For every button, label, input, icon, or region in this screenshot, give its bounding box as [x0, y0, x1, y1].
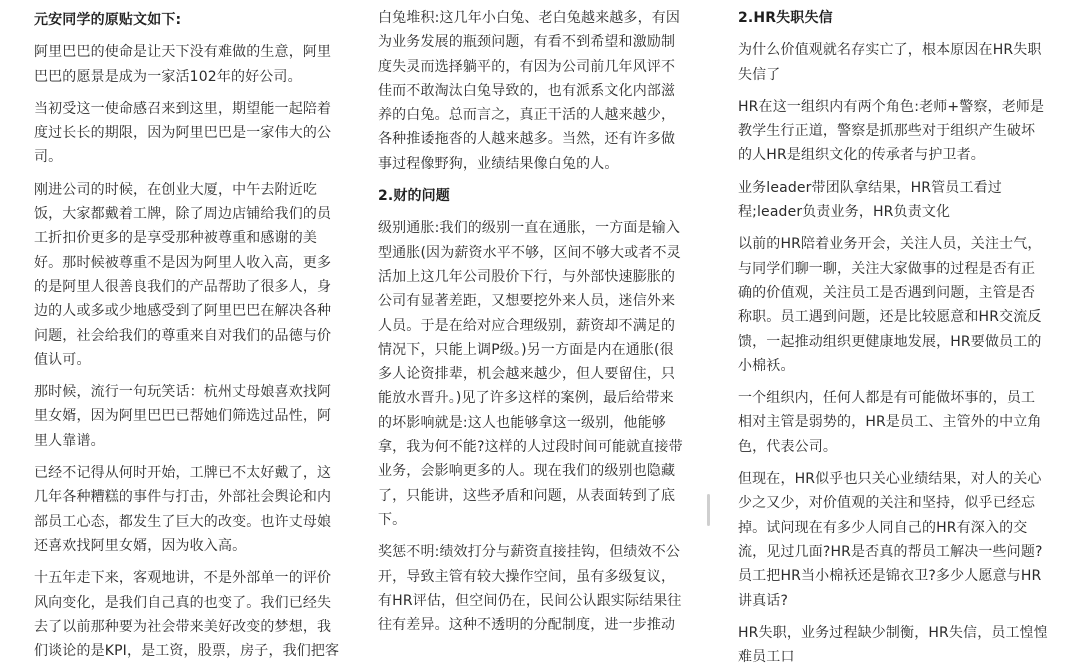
text-line: 里人靠谱。 [34, 432, 105, 449]
text-line: 人员。于是在给对应合理级别，薪资却不满足的 [378, 317, 676, 334]
text-line: 那时候，流行一句玩笑话：杭州丈母娘喜欢找阿 [34, 384, 332, 401]
paragraph [34, 461, 344, 558]
text-line: 养的白兔。总而言之，真正干活的人越来越少， [378, 107, 676, 124]
text-line: 奖惩不明:绩效打分与薪资直接挂钩，但绩效不公 [378, 544, 681, 561]
text-line: 佳而不敢淘汰白兔导致的，也有派系文化内部滋 [378, 82, 676, 99]
text-line: 阿里巴巴的使命是让天下没有难做的生意，阿里 [34, 44, 332, 61]
text-line: 少之又少，对价值观的关注和坚持，似乎已经忘 [738, 495, 1036, 512]
text-line: 为什么价值观就名存实亡了，根本原因在HR失职 [738, 42, 1042, 59]
text-line: 巴巴的愿景是成为一家活102年的好公司。 [34, 68, 302, 85]
paragraph [34, 178, 344, 372]
text-line: 白兔堆积:这几年小白兔、老白兔越来越多，有因 [378, 10, 681, 26]
text-column-right [738, 6, 1050, 666]
paragraph [378, 216, 692, 532]
text-line: 程;leader负责业务，HR负责文化 [738, 204, 951, 221]
text-line: 型通胀(因为薪资水平不够，区间不够大或者不灵 [378, 244, 681, 261]
paragraph [34, 40, 344, 89]
text-line: 馈，一起推动组织更健康地发展，HR要做员工的 [738, 333, 1042, 350]
text-line: 元安同学的原贴文如下: [34, 12, 182, 28]
text-line: 讲真话? [738, 592, 789, 609]
text-line: 2.财的问题 [378, 188, 450, 205]
paragraph [738, 232, 1050, 378]
text-line: 司。 [34, 149, 63, 166]
text-line: 度过长长的期限，因为阿里巴巴是一家伟大的公 [34, 125, 332, 142]
text-line: 往有差异。这种不透明的分配制度，进一步推动 [378, 617, 676, 634]
text-line: 的人HR是组织文化的传承者与护卫者。 [738, 147, 985, 164]
text-line: 当初受这一使命感召来到这里，期望能一起陪着 [34, 100, 332, 117]
text-column-left [34, 8, 344, 660]
text-line: 色，代表公司。 [738, 438, 838, 455]
text-line: 业务leader带团队拿结果，HR管员工看过 [738, 179, 1002, 196]
text-line: 里女婿，因为阿里巴巴已帮她们筛选过品性，阿 [34, 408, 332, 425]
text-line: 教学生行正道，警察是抓那些对于组织产生破坏 [738, 123, 1036, 140]
text-line: 难员工口 [738, 649, 795, 666]
paragraph [738, 95, 1050, 168]
text-line: 为业务发展的瓶颈问题，有看不到希望和激励制 [378, 34, 676, 51]
text-line: 工折扣价更多的是享受那种被尊重和感谢的美 [34, 230, 317, 247]
text-line: 掉。试问现在有多少人同自己的HR有深入的交 [738, 519, 1028, 536]
text-line: 与同学们聊一聊，关注大家做事的过程是否有正 [738, 260, 1036, 277]
text-line: 员工把HR当小棉袄还是锦衣卫?多少人愿意与HR [738, 568, 1042, 585]
text-line: 业务，会影响更多的人。现在我们的级别也隐藏 [378, 463, 676, 480]
text-line: 一个组织内，任何人都是有可能做坏事的，员工 [738, 390, 1036, 407]
text-line: 公司有显著差距，又想要挖外来人员，迷信外来 [378, 293, 676, 310]
paragraph [738, 176, 1050, 225]
section-heading [378, 184, 692, 208]
text-line: 几年各种糟糕的事件与打击，外部社会舆论和内 [34, 489, 332, 506]
text-line: 饭，大家都戴着工牌，除了周边店铺给我们的员 [34, 206, 332, 223]
paragraph [34, 566, 344, 663]
text-line: 活加上这几年公司股价下行，与外部快速膨胀的 [378, 268, 676, 285]
text-line: 2.HR失职失信 [738, 10, 833, 26]
section-heading [738, 6, 1050, 30]
text-line: 称职。员工遇到问题，还是比较愿意和HR交流反 [738, 309, 1042, 326]
text-line: 开，导致主管有较大操作空间，虽有多级复议， [378, 568, 676, 585]
text-line: 的坏影响就是:这人也能够拿这一级别，他能够 [378, 414, 666, 431]
text-line: 下。 [378, 511, 407, 528]
paragraph [34, 97, 344, 170]
paragraph [738, 467, 1050, 613]
text-line: 问题，社会给我们的尊重来自对我们的品德与价 [34, 327, 332, 344]
text-line: 失信了 [738, 66, 781, 83]
text-line: 刚进公司的时候，在创业大厦，中午去附近吃 [34, 181, 317, 198]
text-line: 有HR评估，但空间仍在，民间公认跟实际结果往 [378, 592, 682, 609]
text-line: 去了以前那种要为社会带来美好改变的梦想，我 [34, 618, 332, 635]
text-line: 但现在，HR似乎也只关心业绩结果，对人的关心 [738, 471, 1042, 488]
text-line: 情况下，只能上调P级。)另一方面是内在通胀(很 [378, 341, 674, 358]
text-line: 相对主管是弱势的，HR是员工、主管外的中立角 [738, 414, 1042, 431]
text-line: 风向变化，是我们自己真的也变了。我们已经失 [34, 594, 332, 611]
text-line: 拿，我为何不能?这样的人过段时间可能就直接带 [378, 439, 683, 456]
text-line: 部员工心态，都发生了巨大的改变。也许丈母娘 [34, 513, 332, 530]
paragraph [378, 6, 692, 176]
text-line: 小棉袄。 [738, 357, 795, 374]
text-line: 能放水晋升。)见了许多这样的案例，最后给带来 [378, 390, 674, 407]
text-line: 了，只能讲，这些矛盾和问题，从表面转到了底 [378, 487, 676, 504]
text-line: 事过程像野狗，业绩结果像白兔的人。 [378, 155, 619, 172]
text-line: 各种推诿拖沓的人越来越多。当然，还有许多做 [378, 131, 676, 148]
text-line: 们谈论的是KPI，是工资，股票，房子，我们把客 [34, 643, 340, 660]
text-line: 值认可。 [34, 351, 91, 368]
paragraph [34, 380, 344, 453]
text-line: 度失灵而选择躺平的，有因为公司前几年风评不 [378, 58, 676, 75]
paragraph [738, 386, 1050, 459]
paragraph [738, 621, 1050, 669]
text-line: 已经不记得从何时开始，工牌已不太好戴了，这 [34, 465, 332, 482]
text-line: 的是阿里人很善良我们的产品帮助了很多人，身 [34, 278, 332, 295]
text-line: 级别通胀:我们的级别一直在通胀，一方面是输入 [378, 220, 681, 237]
text-line: 边的人或多或少地感受到了阿里巴巴在解决各种 [34, 303, 332, 320]
text-line: 还喜欢找阿里女婿，因为收入高。 [34, 537, 247, 554]
section-heading [34, 8, 344, 32]
paragraph [738, 38, 1050, 87]
text-line: HR在这一组织内有两个角色:老师+警察，老师是 [738, 98, 1045, 115]
text-column-middle [378, 6, 692, 634]
text-line: 确的价值观，关注员工是否遇到问题，主管是否 [738, 284, 1036, 301]
scrollbar-thumb[interactable] [707, 494, 710, 526]
text-line: 以前的HR陪着业务开会，关注人员，关注士气， [738, 236, 1042, 253]
text-line: 十五年走下来，客观地讲，不是外部单一的评价 [34, 570, 332, 587]
text-line: 多人论资排辈，机会越来越少，但人要留住，只 [378, 366, 676, 383]
text-line: 流，见过几面?HR是否真的帮员工解决一些问题? [738, 543, 1043, 560]
paragraph [378, 540, 692, 637]
text-line: 好。那时候被尊重不是因为阿里人收入高，更多 [34, 254, 332, 271]
text-line: HR失职，业务过程缺少制衡，HR失信，员工惶惶 [738, 624, 1048, 641]
